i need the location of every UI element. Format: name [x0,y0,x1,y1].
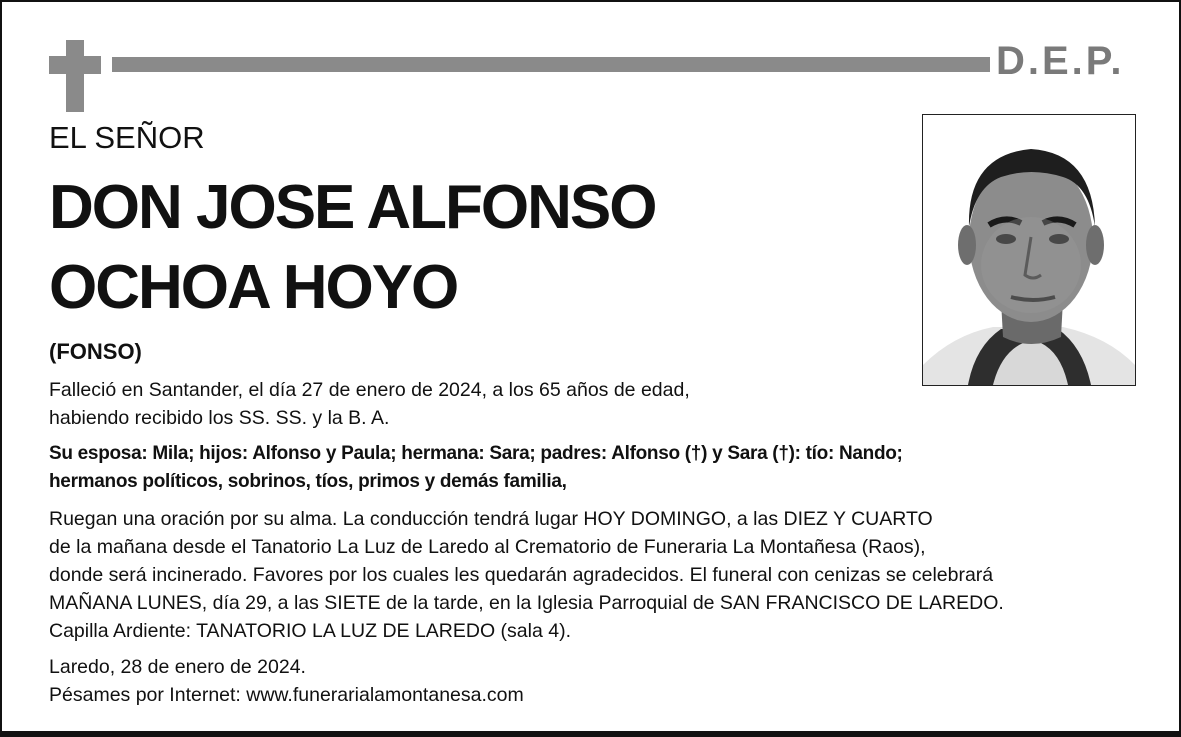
name-line-2: OCHOA HOYO [49,253,458,322]
death-paragraph [49,376,690,432]
deceased-name [49,168,909,328]
family-line: Su esposa: Mila; hijos: Alfonso y Paula; hermana: Sara; padres: Alfonso (†) y Sara (†): tío: Nando; [49,443,903,464]
footer-paragraph [49,653,524,709]
place-date-line: Laredo, 28 de enero de 2024. [49,656,306,678]
condolences-line: Pésames por Internet: www.funerarialamontanesa.com [49,684,524,706]
service-line: MAÑANA LUNES, día 29, a las SIETE de la tarde, en la Iglesia Parroquial de SAN FRANCISCO DE LAREDO. [49,592,1004,614]
nickname: (FONSO) [49,339,142,364]
family-line: hermanos políticos, sobrinos, tíos, primos y demás familia, [49,471,567,492]
death-line: Falleció en Santander, el día 27 de enero de 2024, a los 65 años de edad, [49,379,690,401]
title-prefix: EL SEÑOR [49,120,205,155]
service-line: donde será incinerado. Favores por los cuales les quedarán agradecidos. El funeral con cenizas se celebrará [49,564,994,586]
service-line: Ruegan una oración por su alma. La conducción tendrá lugar HOY DOMINGO, a las DIEZ Y CUARTO [49,508,933,530]
dep-label: D.E.P. [996,39,1125,83]
portrait-photo [922,114,1136,386]
service-line: de la mañana desde el Tanatorio La Luz de Laredo al Crematorio de Funeraria La Montañesa (Raos), [49,536,926,558]
service-line: Capilla Ardiente: TANATORIO LA LUZ DE LAREDO (sala 4). [49,620,571,642]
death-line: habiendo recibido los SS. SS. y la B. A. [49,407,390,429]
name-line-1: DON JOSE ALFONSO [49,173,656,242]
cross-icon [49,40,101,112]
service-paragraph [49,505,1004,645]
family-paragraph [49,440,903,496]
header-rule [112,57,990,72]
